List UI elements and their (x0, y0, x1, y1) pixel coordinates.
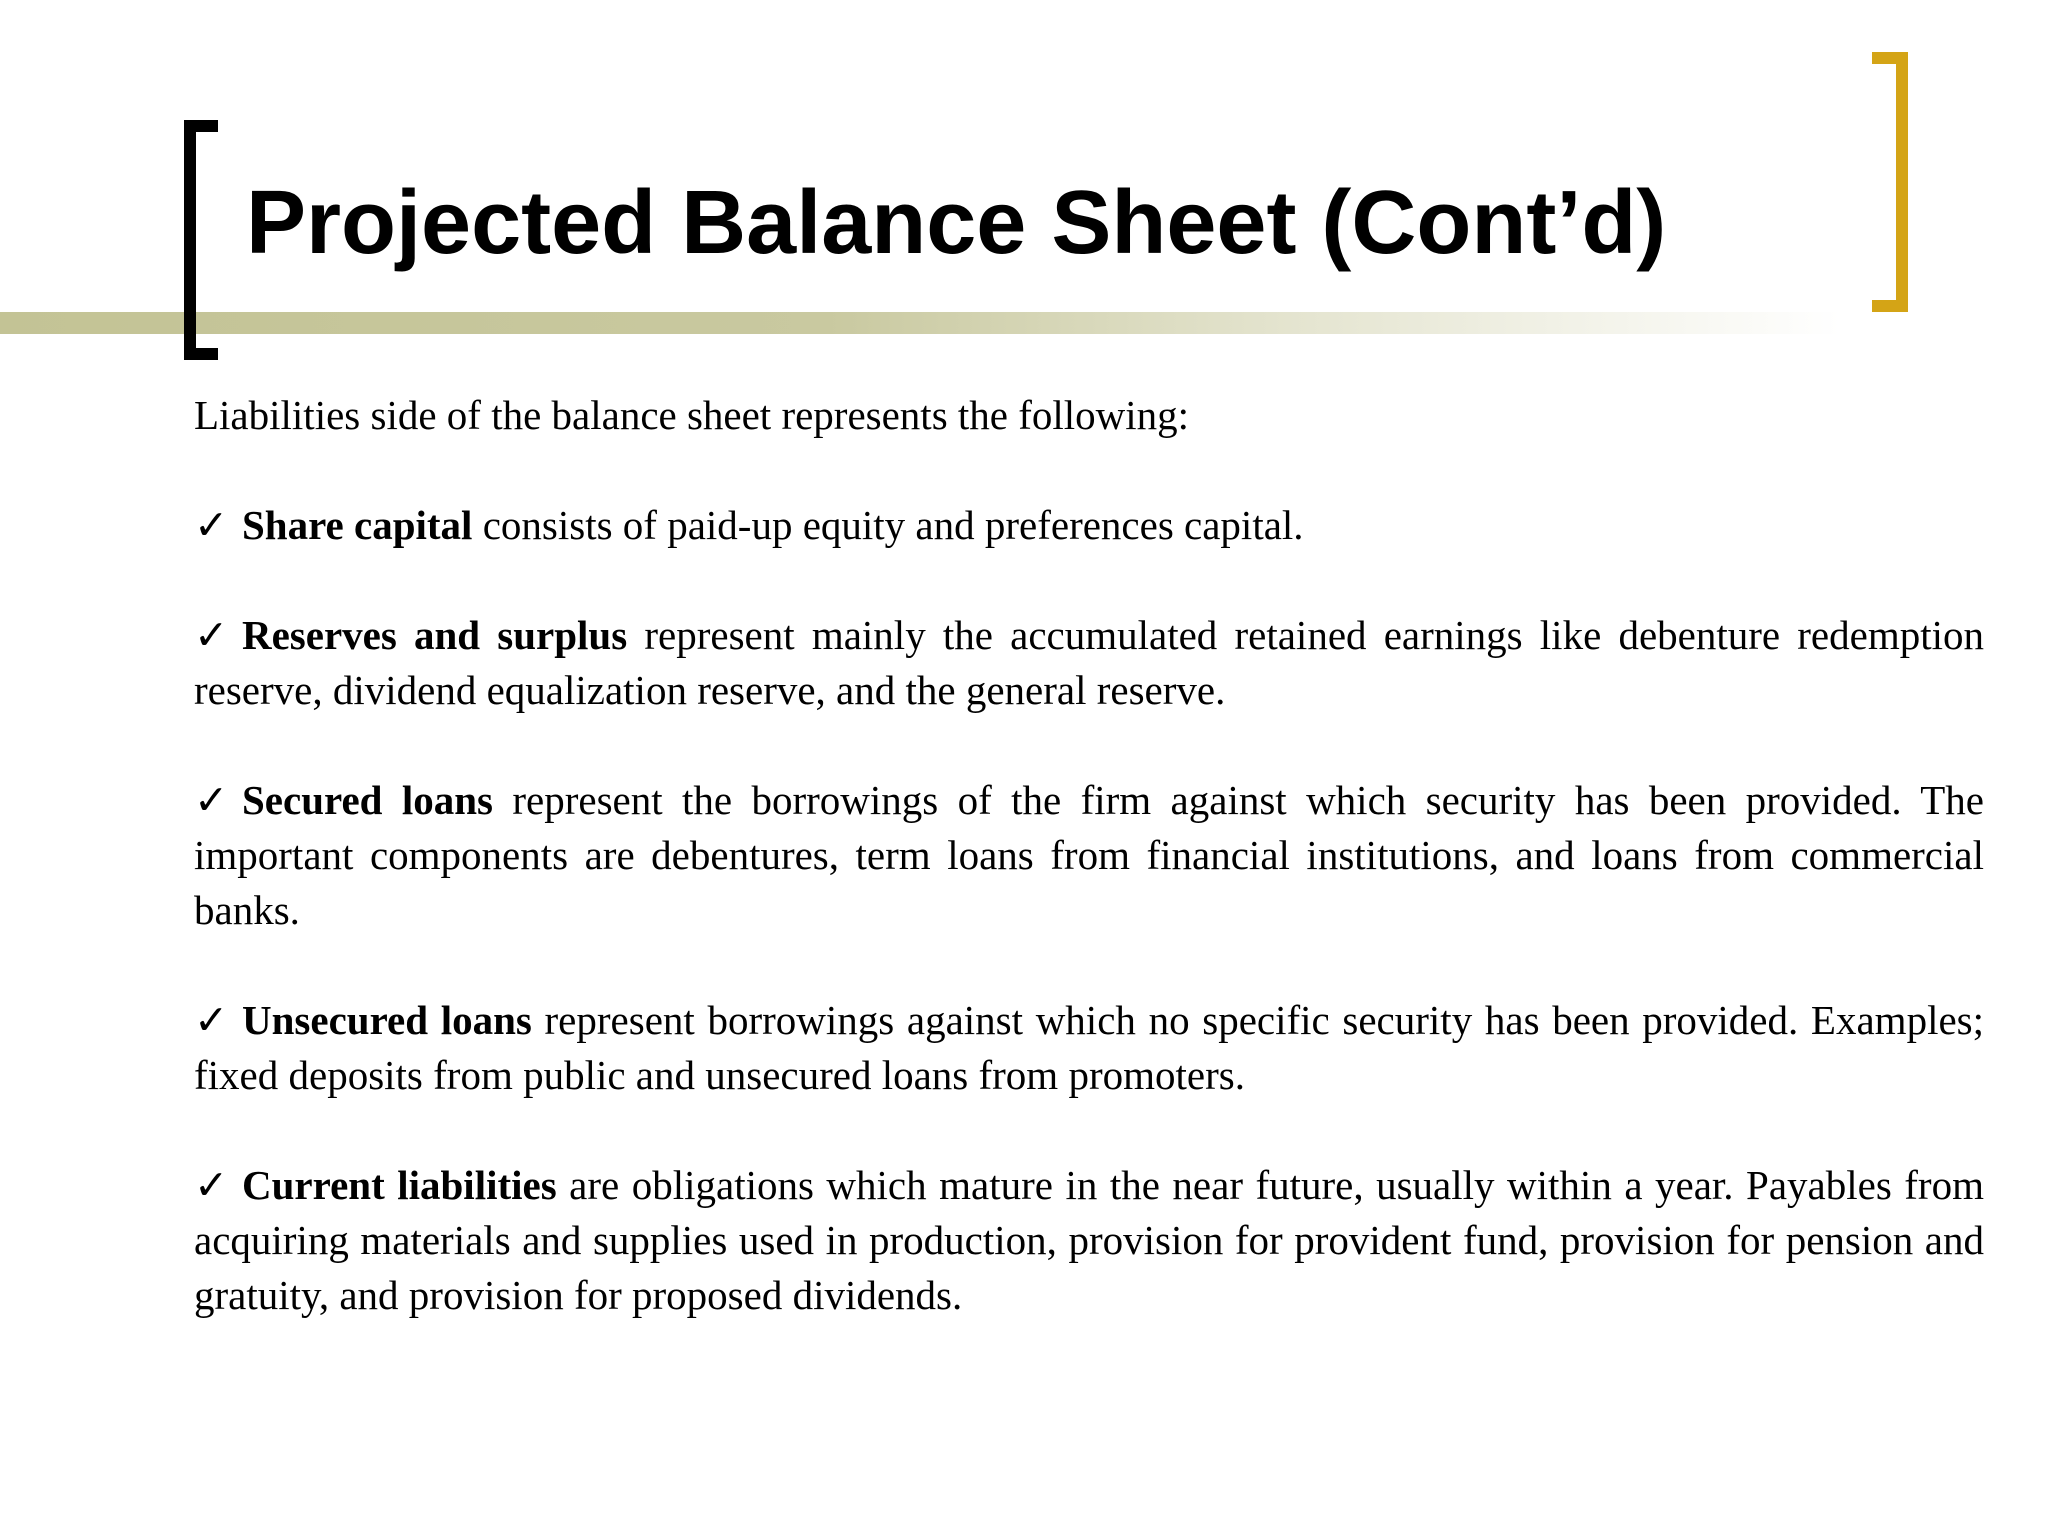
title-underline-rule (0, 312, 1840, 334)
description-reserves-and-surplus: represent mainly the accumulated retained earnings like debenture redemption reserve, dividend equalization reserve, and the general reserve. (194, 612, 1984, 713)
intro-text: Liabilities side of the balance sheet represents the following: (194, 392, 1190, 438)
list-item-reserves-and-surplus (194, 608, 1984, 718)
checkmark-icon: ✓ (194, 502, 229, 548)
list-item-unsecured-loans (194, 993, 1984, 1103)
term-reserves-and-surplus: Reserves and surplus (242, 612, 628, 658)
list-item-secured-loans (194, 773, 1984, 938)
checkmark-icon: ✓ (194, 612, 229, 658)
checkmark-icon: ✓ (194, 1162, 229, 1208)
term-unsecured-loans: Unsecured loans (242, 997, 532, 1043)
description-share-capital: consists of paid-up equity and preferences capital. (472, 502, 1304, 548)
checkmark-icon: ✓ (194, 997, 229, 1043)
slide-title: Projected Balance Sheet (Cont’d) (246, 173, 1667, 273)
description-current-liabilities: are obligations which mature in the near future, usually within a year. Payables from acquiring materials and supplies used in production, provision for provident fund, provision for pension and gratuity, and provision for proposed dividends. (194, 1162, 1984, 1318)
list-item-share-capital (194, 498, 1984, 553)
checkmark-icon: ✓ (194, 777, 229, 823)
description-unsecured-loans: represent borrowings against which no specific security has been provided. Examples; fixed deposits from public and unsecured loans from promoters. (194, 997, 1984, 1098)
description-secured-loans: represent the borrowings of the firm against which security has been provided. The important components are debentures, term loans from financial institutions, and loans from commercial banks. (194, 777, 1984, 933)
list-item-current-liabilities (194, 1158, 1984, 1323)
right-bracket-decoration (1872, 52, 1908, 312)
slide-body (194, 388, 1984, 1378)
term-current-liabilities: Current liabilities (242, 1162, 557, 1208)
term-share-capital: Share capital (242, 502, 473, 548)
term-secured-loans: Secured loans (242, 777, 493, 823)
left-bracket-decoration (184, 120, 218, 360)
